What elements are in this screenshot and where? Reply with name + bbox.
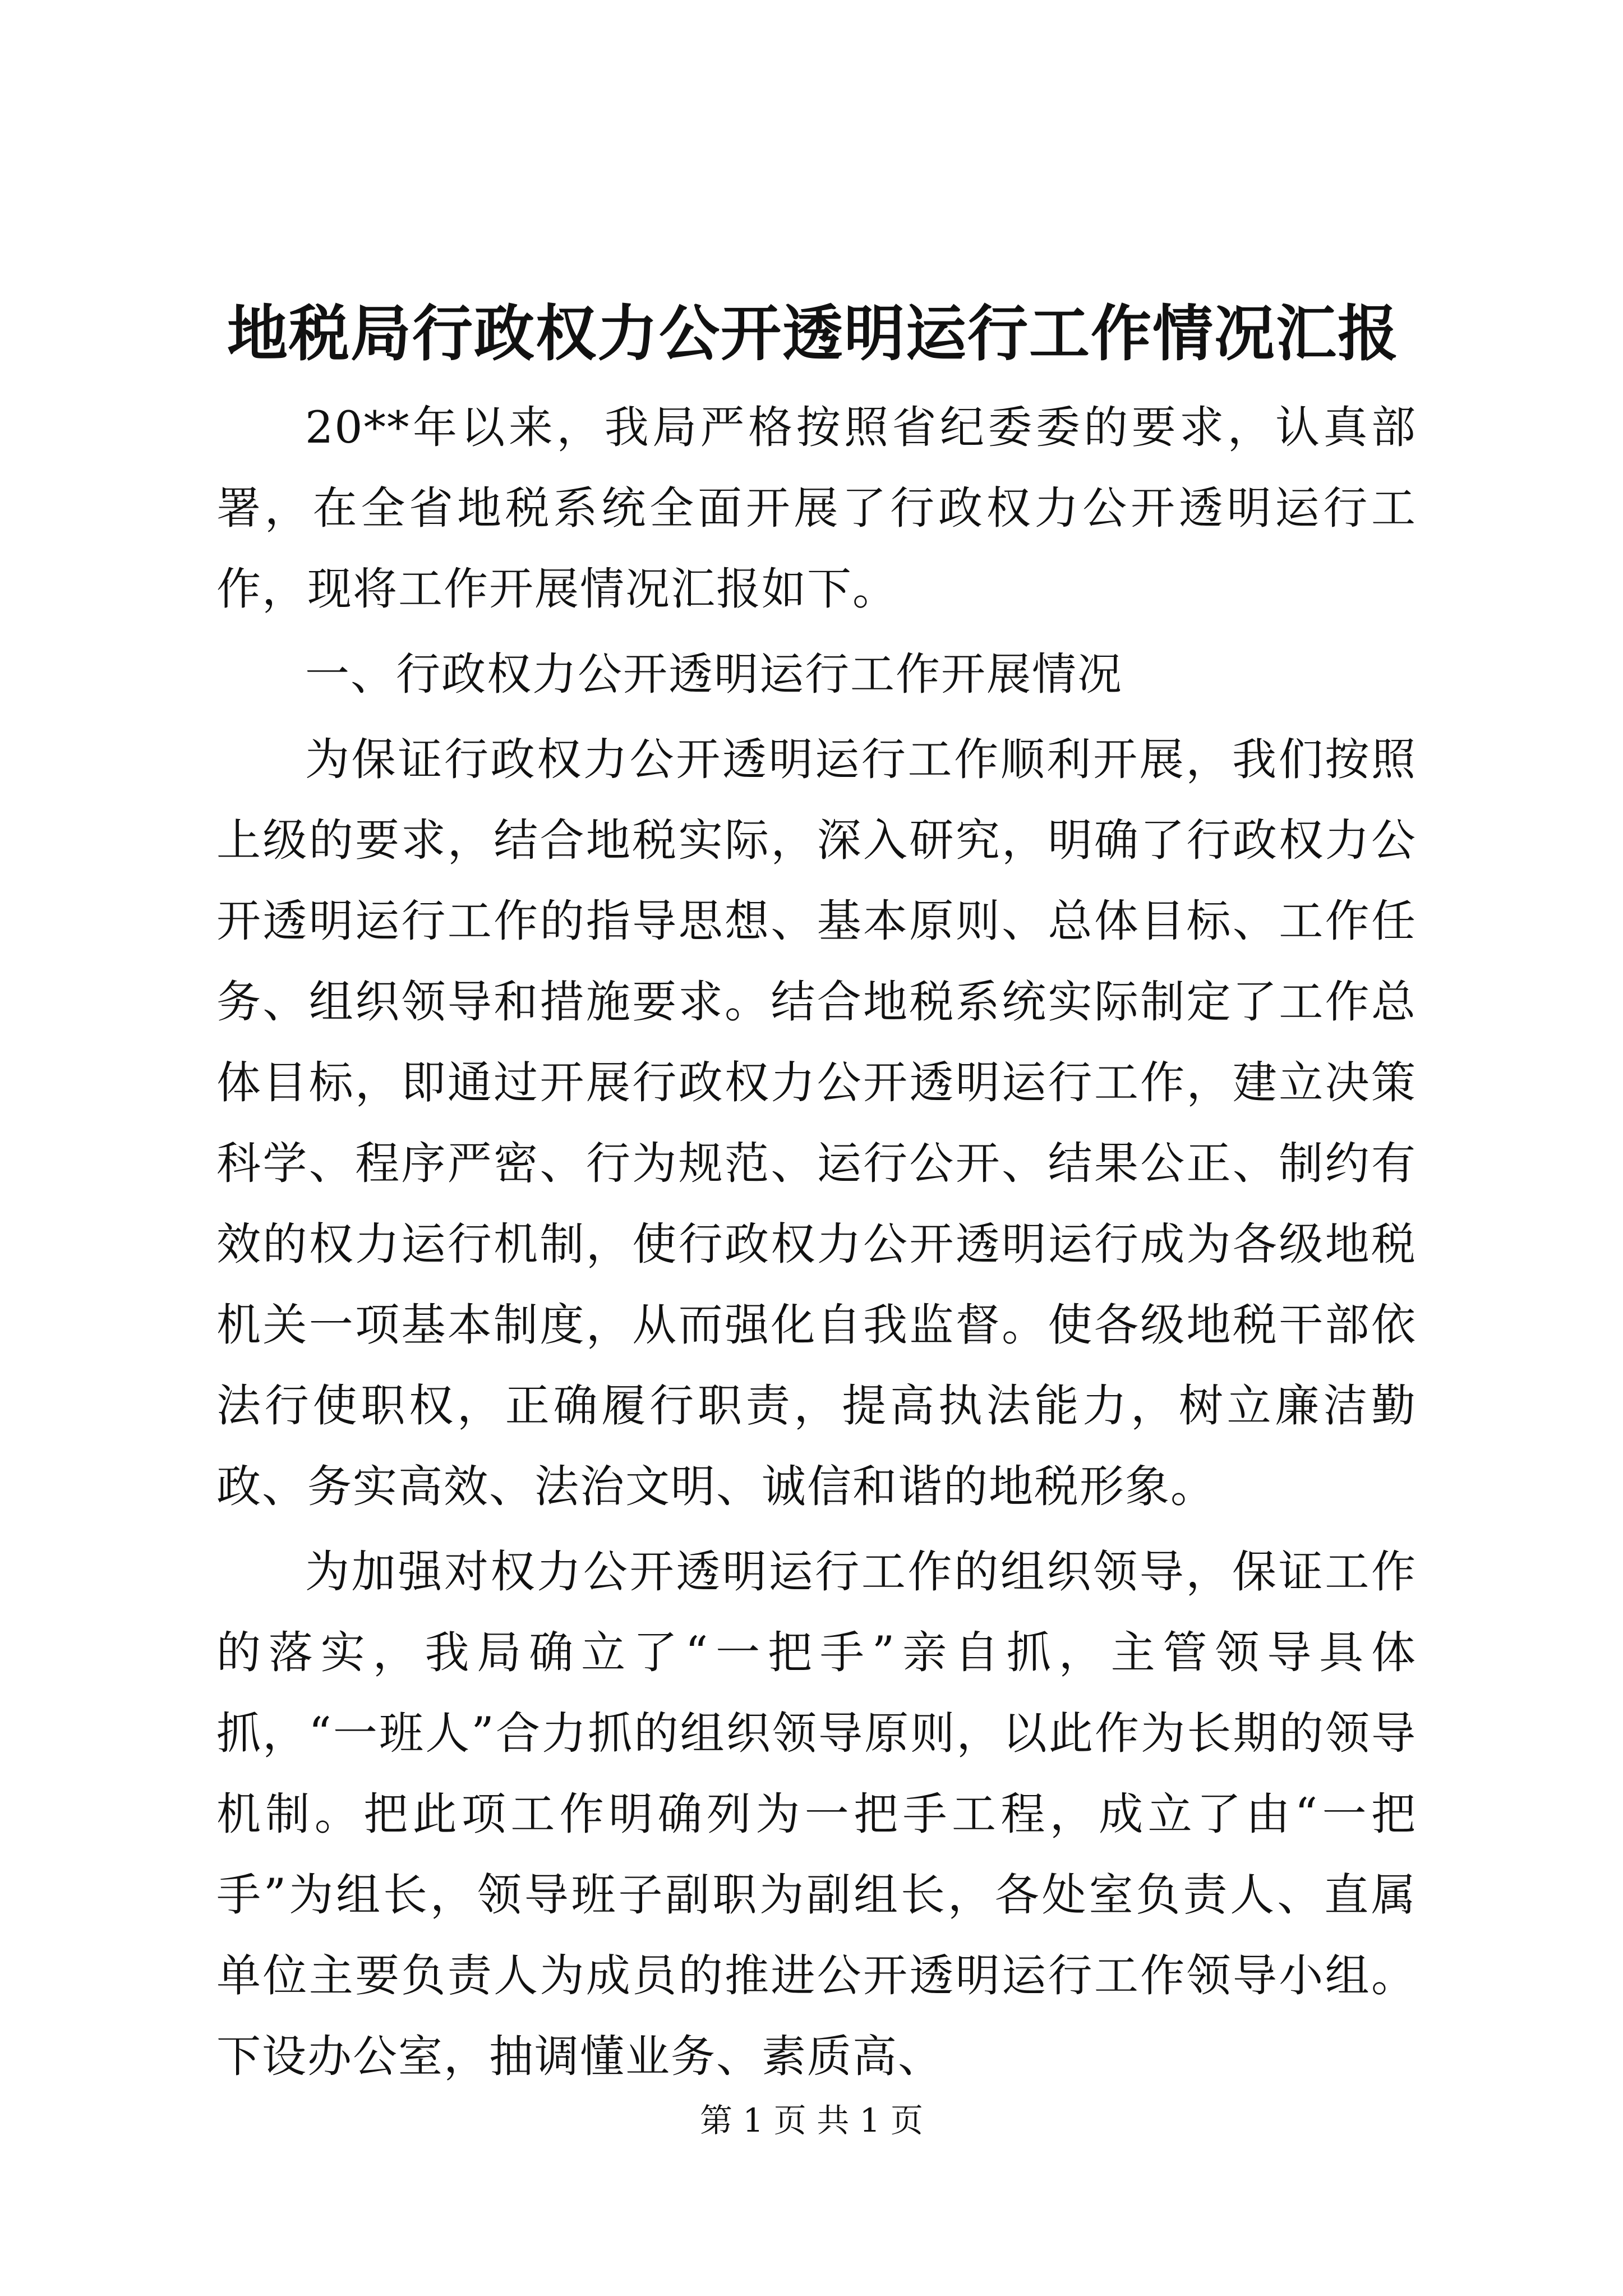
paragraph-intro: 20**年以来，我局严格按照省纪委委的要求，认真部署，在全省地税系统全面开展了行政权力公开透明运行工作，现将工作开展情况汇报如下。 <box>216 402 1417 615</box>
paragraph-leadership: 为加强对权力公开透明运行工作的组织领导，保证工作的落实，我局确立了“一把手”亲自抓，主管领导具体抓，“一班人”合力抓的组织领导原则，以此作为长期的领导机制。把此项工作明确列为一把手工程，成立了由“一把手”为组长，领导班子副职为副组长，各处室负责人、直属单位主要负责人为成员的推进公开透明运行工作领导小组。下设办公室，抽调懂业务、素质高、 <box>216 1546 1417 2082</box>
document-title: 地税局行政权力公开透明运行工作情况汇报 <box>227 298 1399 369</box>
section-heading-1: 一、行政权力公开透明运行工作开展情况 <box>305 648 1123 700</box>
paragraph-goals: 为保证行政权力公开透明运行工作顺利开展，我们按照上级的要求，结合地税实际，深入研究，明确了行政权力公开透明运行工作的指导思想、基本原则、总体目标、工作任务、组织领导和措施要求。结合地税系统实际制定了工作总体目标，即通过开展行政权力公开透明运行工作，建立决策科学、程序严密、行为规范、运行公开、结果公正、制约有效的权力运行机制，使行政权力公开透明运行成为各级地税机关一项基本制度，从而强化自我监督。使各级地税干部依法行使职权，正确履行职责，提高执法能力，树立廉洁勤政、务实高效、法治文明、诚信和谐的地税形象。 <box>216 734 1417 1512</box>
page-footer: 第 1 页 共 1 页 <box>700 2101 923 2139</box>
document-body <box>216 387 1417 2101</box>
